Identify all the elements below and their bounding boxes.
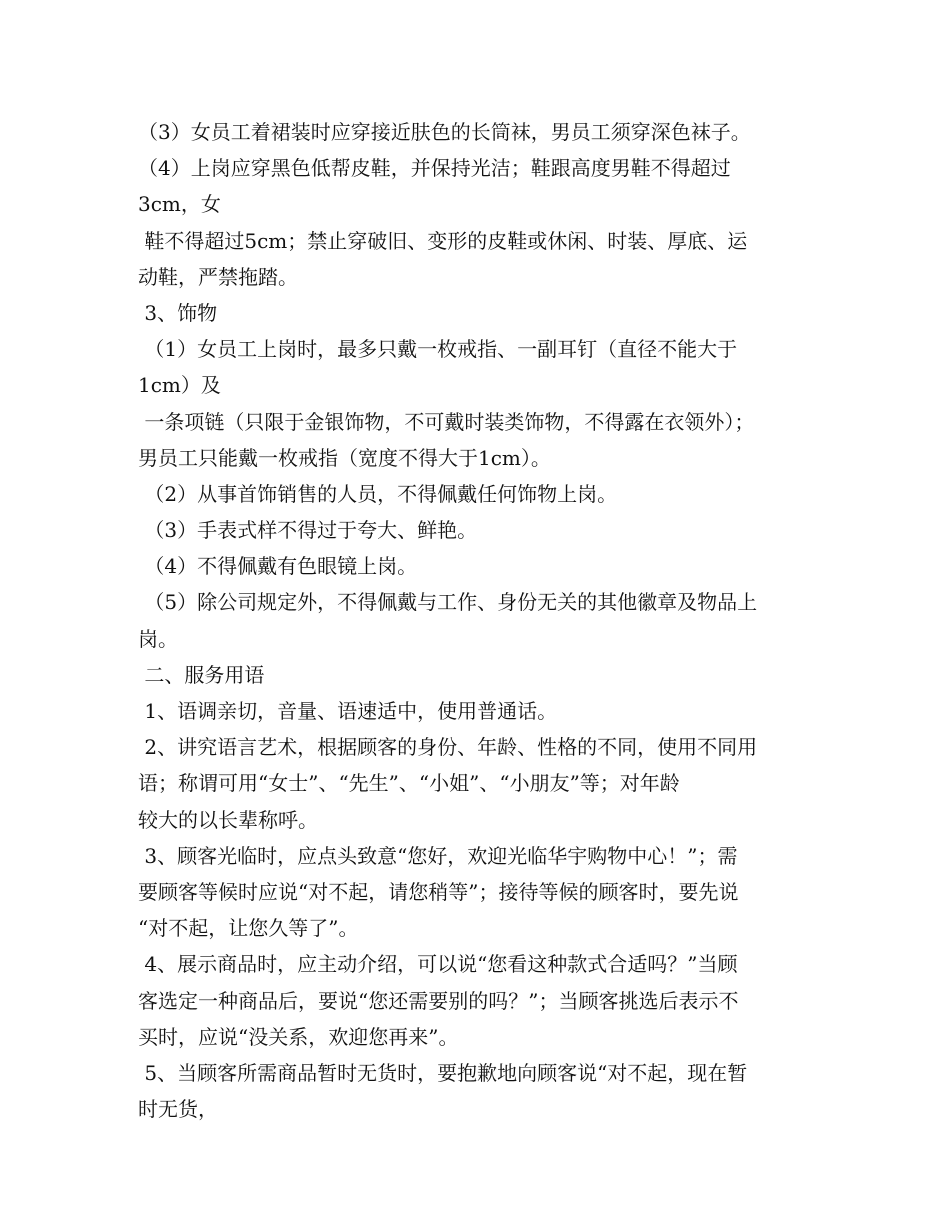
text-line: 2、讲究语言艺术，根据顾客的身份、年龄、性格的不同，使用不同用 [138, 735, 758, 760]
text-line: 语；称谓可用“女士”、“先生”、“小姐”、“小朋友”等；对年龄 [138, 771, 680, 796]
text-line: 鞋不得超过5cm；禁止穿破旧、变形的皮鞋或休闲、时装、厚底、运 [138, 228, 748, 253]
text-line: 时无货， [138, 1097, 218, 1122]
text-line: （3）手表式样不得过于夸大、鲜艳。 [138, 518, 478, 543]
section-heading: 3、饰物 [138, 300, 218, 325]
text-line: 较大的以长辈称呼。 [138, 807, 318, 832]
text-line: 动鞋，严禁拖踏。 [138, 264, 298, 289]
text-line: 4、展示商品时，应主动介绍，可以说“您看这种款式合适吗？”当顾 [138, 952, 738, 977]
text-line: （3）女员工着裙装时应穿接近肤色的长筒袜，男员工须穿深色袜子。 [138, 120, 751, 144]
text-line: 岗。 [138, 626, 178, 651]
text-line: 客选定一种商品后，要说“您还需要别的吗？”；当顾客挑选后表示不 [138, 988, 739, 1013]
text-line: “对不起，让您久等了”。 [138, 916, 359, 941]
text-line: 1、语调亲切，音量、语速适中，使用普通话。 [138, 699, 558, 723]
text-line: 3cm，女 [138, 192, 221, 217]
text-line: 5、当顾客所需商品暂时无货时，要抱歉地向顾客说“对不起，现在暂 [138, 1060, 748, 1085]
document-body [138, 114, 818, 1127]
text-line: （4）不得佩戴有色眼镜上岗。 [138, 554, 418, 579]
text-line: （5）除公司规定外，不得佩戴与工作、身份无关的其他徽章及物品上 [138, 590, 758, 615]
text-line: （2）从事首饰销售的人员，不得佩戴任何饰物上岗。 [138, 481, 618, 506]
text-line: 买时，应说“没关系，欢迎您再来”。 [138, 1024, 459, 1049]
section-heading: 二、服务用语 [138, 662, 265, 687]
text-line: （4）上岗应穿黑色低帮皮鞋，并保持光洁；鞋跟高度男鞋不得超过 [138, 156, 731, 181]
text-line: 男员工只能戴一枚戒指（宽度不得大于1cm）。 [138, 445, 551, 470]
text-line: 要顾客等候时应说“对不起，请您稍等”；接待等候的顾客时，要先说 [138, 879, 739, 904]
text-line: 一条项链（只限于金银饰物，不可戴时装类饰物，不得露在衣领外）； [138, 409, 755, 434]
text-line: （1）女员工上岗时，最多只戴一枚戒指、一副耳钉（直径不能大于 [138, 337, 738, 362]
text-line: 3、顾客光临时，应点头致意“您好，欢迎光临华宇购物中心！”；需 [138, 843, 738, 868]
text-line: 1cm）及 [138, 373, 221, 398]
